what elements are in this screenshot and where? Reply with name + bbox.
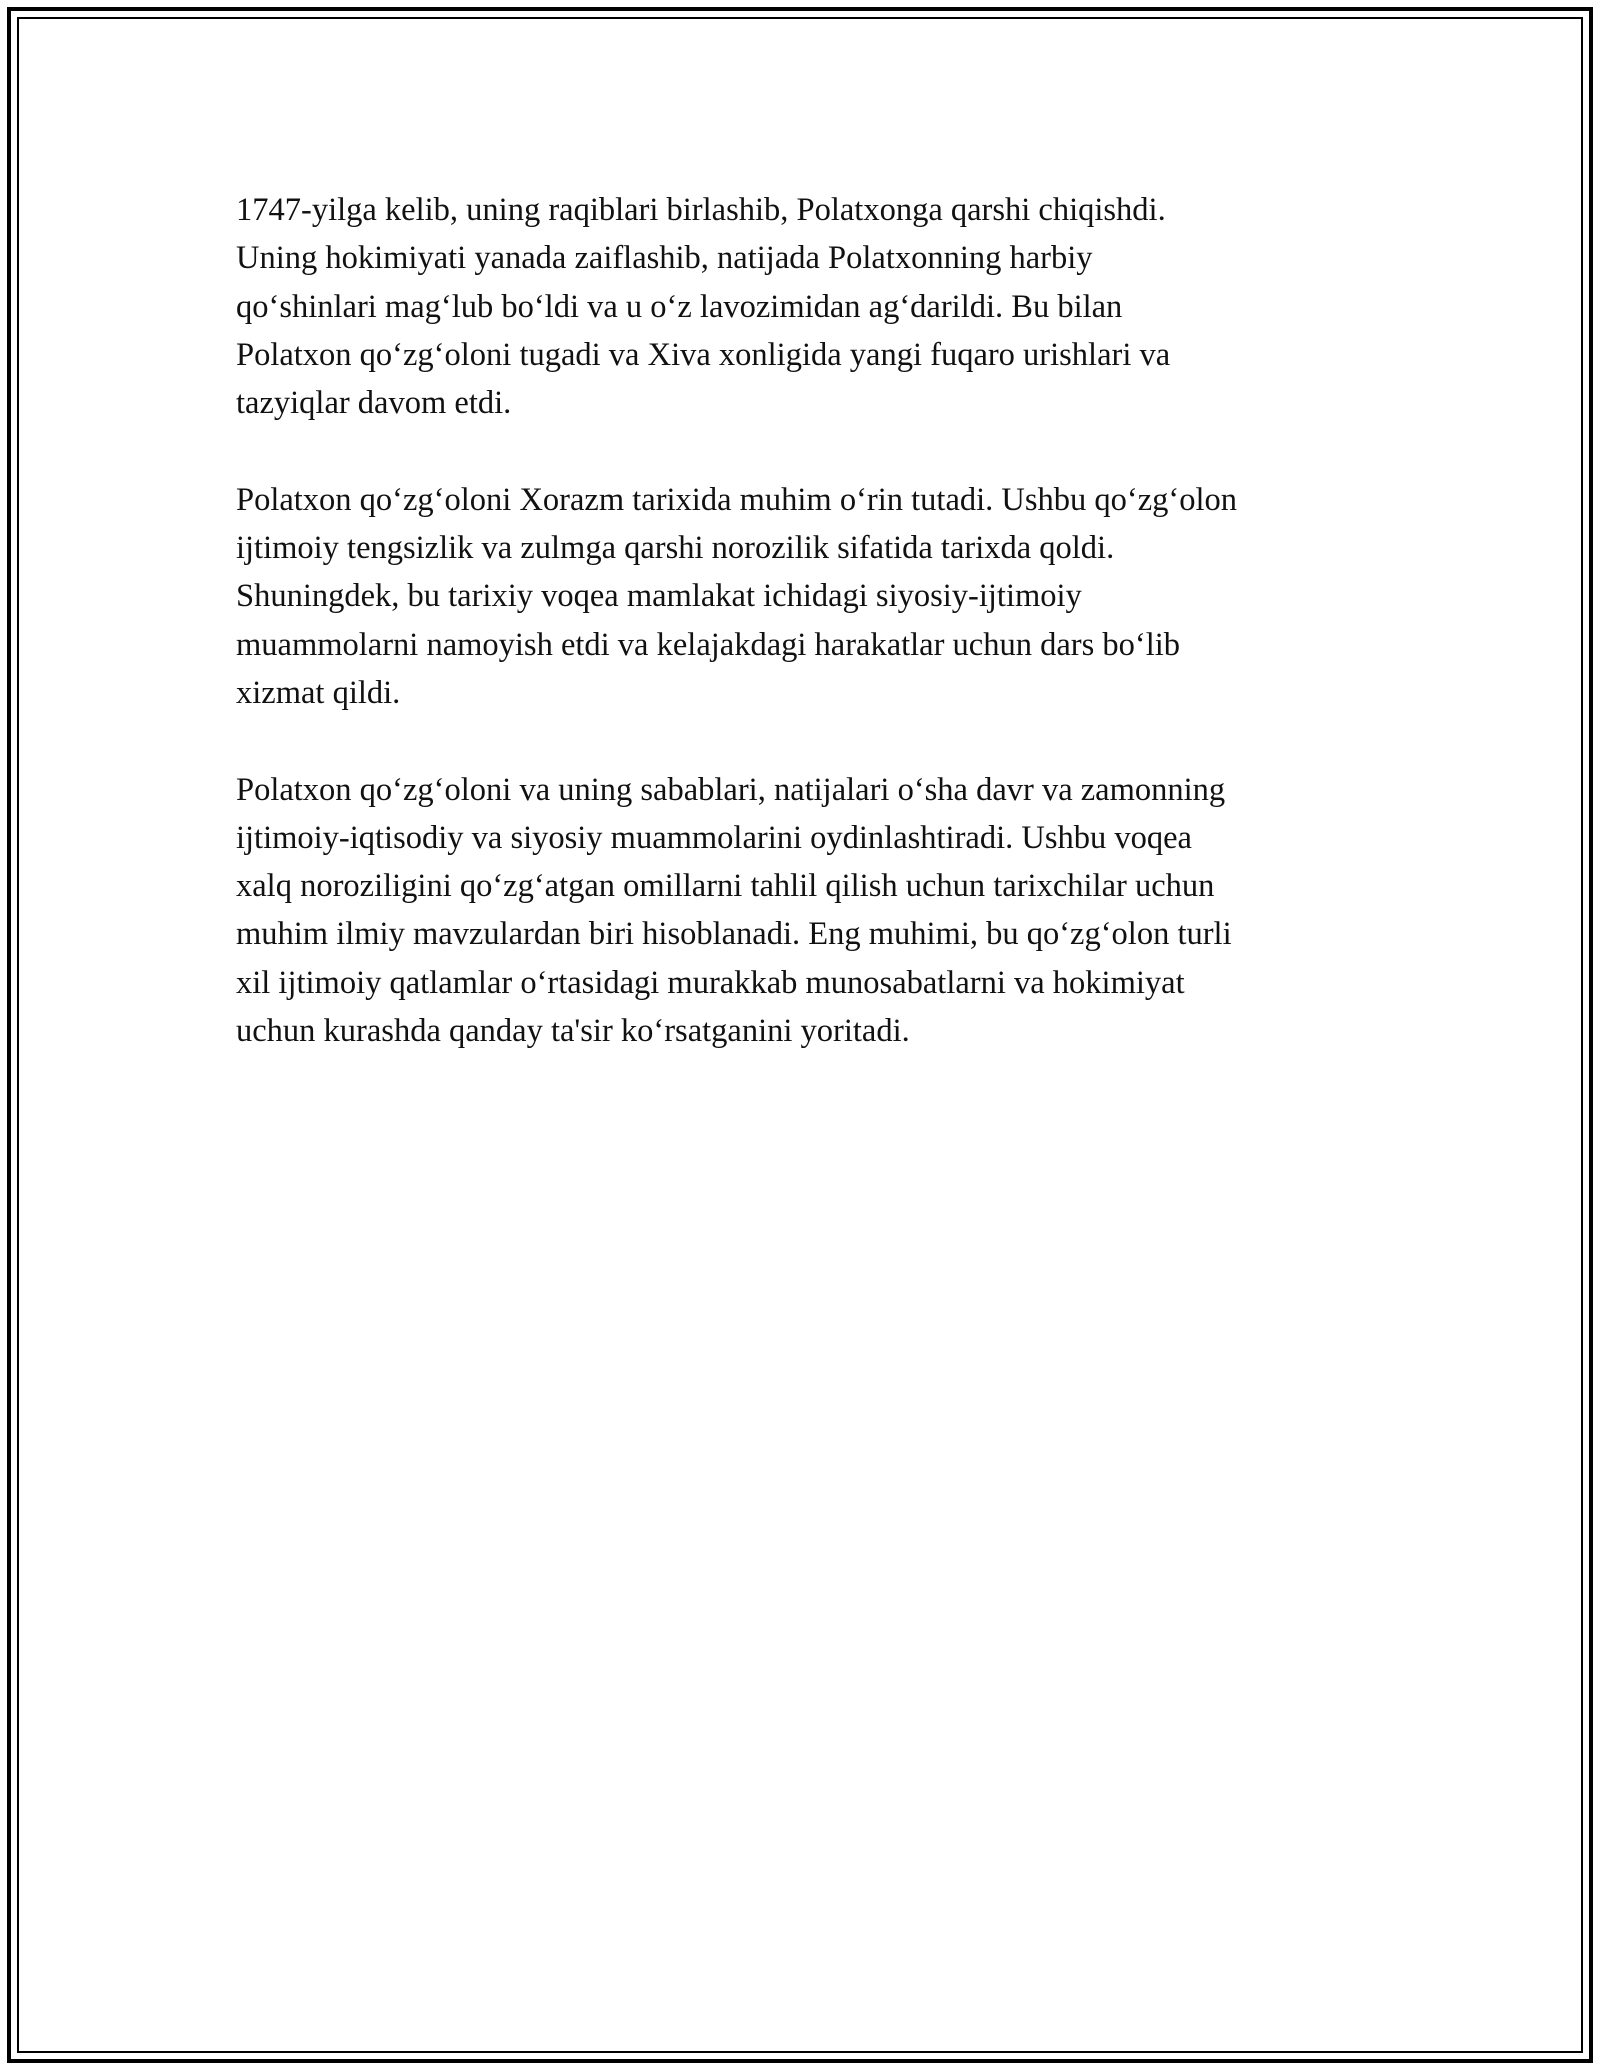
text-line: ijtimoiy-iqtisodiy va siyosiy muammolarini oydinlashtiradi. Ushbu voqea [236, 819, 1192, 856]
text-line: muammolarni namoyish etdi va kelajakdagi harakatlar uchun dars bo‘lib [236, 626, 1181, 663]
text-line: Shuningdek, bu tarixiy voqea mamlakat ichidagi siyosiy-ijtimoiy [236, 578, 1082, 615]
text-line: xalq noroziligini qo‘zg‘atgan omillarni tahlil qilish uchun tarixchilar uchun [236, 868, 1215, 905]
text-line: qo‘shinlari mag‘lub bo‘ldi va u o‘z lavozimidan ag‘darildi. Bu bilan [236, 288, 1123, 325]
text-line: uchun kurashda qanday ta'sir ko‘rsatganini yoritadi. [236, 1013, 910, 1050]
text-line: xizmat qildi. [236, 674, 401, 711]
text-line: Uning hokimiyati yanada zaiflashib, natijada Polatxonning harbiy [236, 240, 1093, 277]
text-line: tazyiqlar davom etdi. [236, 385, 512, 422]
text-line: muhim ilmiy mavzulardan biri hisoblanadi. Eng muhimi, bu qo‘zg‘olon turli [236, 916, 1232, 953]
text-line: Polatxon qo‘zg‘oloni tugadi va Xiva xonligida yangi fuqaro urishlari va [236, 336, 1171, 373]
paragraph-2 [236, 476, 1386, 717]
text-line: Polatxon qo‘zg‘oloni va uning sabablari, natijalari o‘sha davr va zamonning [236, 771, 1226, 808]
document-body [236, 186, 1386, 1104]
text-line: 1747-yilga kelib, uning raqiblari birlashib, Polatxonga qarshi chiqishdi. [236, 192, 1166, 228]
paragraph-1 [236, 186, 1386, 427]
text-line: ijtimoiy tengsizlik va zulmga qarshi norozilik sifatida tarixda qoldi. [236, 530, 1115, 567]
paragraph-3 [236, 766, 1386, 1056]
text-line: Polatxon qo‘zg‘oloni Xorazm tarixida muhim o‘rin tutadi. Ushbu qo‘zg‘olon [236, 481, 1237, 518]
text-line: xil ijtimoiy qatlamlar o‘rtasidagi murakkab munosabatlarni va hokimiyat [236, 964, 1185, 1001]
